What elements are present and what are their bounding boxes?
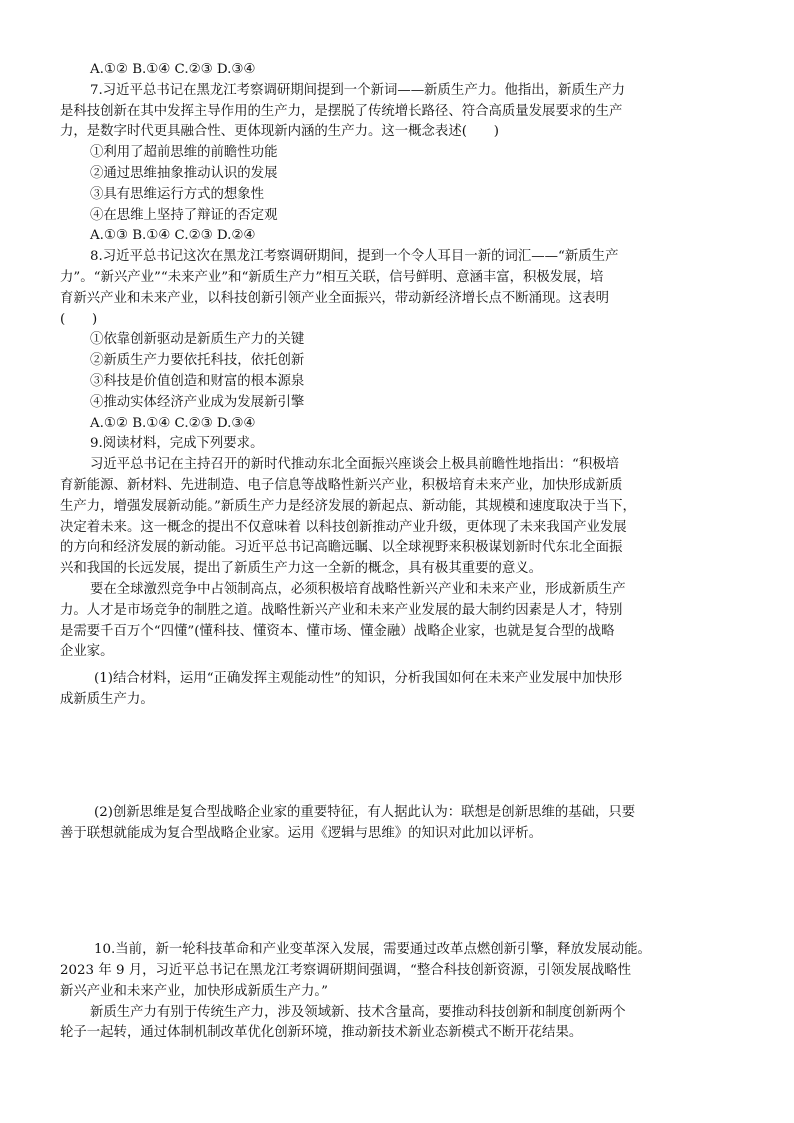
q7-stem-line: 7.习近平总书记在黑龙江考察调研期间提到一个新词——新质生产力。他指出，新质生产力 [90,82,626,98]
q8-stem-line: ( ) [60,311,98,327]
q8-choices: A.①② B.①④ C.②③ D.③④ [90,415,256,431]
q10-stem-line: 2023 年 9 月，习近平总书记在黑龙江考察调研期间强调，“整合科技创新资源，引领发展战略性 [60,963,632,979]
q6-choices: A.①② B.①④ C.②③ D.③④ [90,62,256,77]
q9-sub1-line: (1)结合材料，运用“正确发挥主观能动性”的知识，分析我国如何在未来产业发展中加快形 [94,671,623,687]
q7-stem-line: 力，是数字时代更具融合性、更体现新内涵的生产力。这一概念表述( ) [60,124,499,140]
q9-sub2-line: (2)创新思维是复合型战略企业家的重要特征，有人据此认为：联想是创新思维的基础，只要 [94,804,636,820]
q8-option: ④推动实体经济产业成为发展新引擎 [90,394,305,410]
q9-material-line: 决定着未来。这一概念的提出不仅意味着 以科技创新推动产业升级，更体现了未来我国产业发展 [60,519,627,535]
q7-option: ②通过思维抽象推动认识的发展 [90,165,278,181]
q9-material-line: 兴和我国的长远发展，提出了新质生产力这一全新的概念，具有极其重要的意义。 [60,561,543,577]
q7-option: ③具有思维运行方式的想象性 [90,186,265,202]
q7-option: ①利用了超前思维的前瞻性功能 [90,145,278,161]
q10-material-line: 新质生产力有别于传统生产力，涉及领域新、技术含量高，要推动科技创新和制度创新两个 [90,1004,626,1020]
q10-material-line: 轮子一起转，通过体制机制改革优化创新环境，推动新技术新业态新模式不断开花结果。 [60,1025,583,1041]
q10-stem-line: 新兴产业和未来产业，加快形成新质生产力。” [60,983,328,999]
q9-material-line: 力。人才是市场竞争的制胜之道。战略性新兴产业和未来产业发展的最大制约因素是人才，特别 [60,602,623,618]
q8-option: ③科技是价值创造和财富的根本源泉 [90,373,305,389]
question-8 [60,247,736,434]
answer-space [60,711,736,803]
q9-material-line: 要在全球激烈竞争中占领制高点，必须积极培育战略性新兴产业和未来产业，形成新质生产 [90,581,626,597]
q9-sub2-line: 善于联想就能成为复合型战略企业家。运用《逻辑与思维》的知识对此加以评析。 [60,825,543,841]
q9-material-line: 是需要千百万个“四懂”(懂科技、懂资本、懂市场、懂金融）战略企业家，也就是复合型的战略 [60,623,615,639]
answer-space [60,844,736,940]
question-7 [60,81,736,247]
q9-material-line: 生产力，增强发展新动能。”新质生产力是经济发展的新起点、新动能，其规模和速度取决于当下， [60,498,636,514]
q9-heading: 9.阅读材料，完成下列要求。 [90,436,264,452]
q7-stem-line: 是科技创新在其中发挥主导作用的生产力，是摆脱了传统增长路径、符合高质量发展要求的生产 [60,103,623,119]
question-9 [60,434,736,940]
question-10 [60,940,736,1044]
q8-stem-line: 力”。“新兴产业”“未来产业”和“新质生产力”相互关联，信号鲜明、意涵丰富，积极发展，培 [60,269,604,285]
q9-material-line: 习近平总书记在主持召开的新时代推动东北全面振兴座谈会上极具前瞻性地指出：“积极培 [90,457,620,473]
q9-sub1-line: 成新质生产力。 [60,691,154,707]
q8-option: ②新质生产力要依托科技，依托创新 [90,353,305,369]
q9-material-line: 企业家。 [60,644,114,660]
q7-choices: A.①③ B.①④ C.②③ D.②④ [90,228,256,244]
q8-option: ①依靠创新驱动是新质生产力的关键 [90,332,305,348]
q7-option: ④在思维上坚持了辩证的否定观 [90,207,278,223]
q10-stem-line: 10.当前，新一轮科技革命和产业变革深入发展，需要通过改革点燃创新引擎，释放发展动能。 [94,942,651,958]
q8-stem-line: 育新兴产业和未来产业，以科技创新引领产业全面振兴，带动新经济增长点不断涌现。这表明 [60,290,610,306]
q9-material-line: 育新能源、新材料、先进制造、电子信息等战略性新兴产业，积极培育未来产业，加快形成新质 [60,477,623,493]
q8-stem-line: 8.习近平总书记这次在黑龙江考察调研期间，提到一个令人耳目一新的词汇——“新质生产 [90,249,619,265]
q9-material-line: 的方向和经济发展的新动能。习近平总书记高瞻远瞩、以全球视野来积极谋划新时代东北全面振 [60,540,623,556]
